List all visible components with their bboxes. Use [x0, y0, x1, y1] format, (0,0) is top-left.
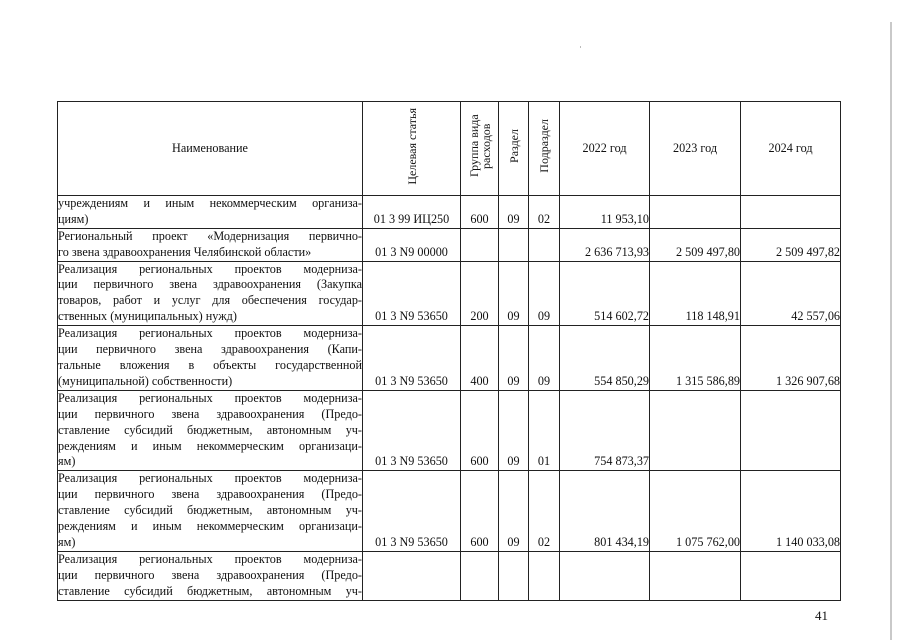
row-value-2024: [741, 390, 841, 471]
row-section: 09: [499, 195, 529, 228]
row-code: 01 3 N9 53650: [363, 326, 461, 391]
row-value-2023: [650, 551, 741, 600]
row-name-line: Реализация региональных проектов модерниза-: [58, 326, 362, 341]
row-name-line: ции первичного звена здравоохранения (Предо-: [58, 567, 362, 582]
page-number: 41: [815, 608, 828, 623]
row-expense-group: [461, 551, 499, 600]
row-section: 09: [499, 326, 529, 391]
row-value-2022: 754 873,37: [560, 390, 650, 471]
row-value-2022: 2 636 713,93: [560, 228, 650, 261]
row-name-line: ции первичного звена здравоохранения (Предо-: [58, 487, 362, 502]
row-value-2024: 1 326 907,68: [741, 326, 841, 391]
table-header-row: [58, 102, 841, 196]
scan-speck: [580, 46, 581, 48]
header-2023: 2023 год: [650, 102, 741, 196]
row-name-line: ставление субсидий бюджетным, автономным уч-: [58, 422, 362, 437]
table-row: [58, 390, 841, 471]
row-value-2024: 2 509 497,82: [741, 228, 841, 261]
header-name: Наименование: [58, 102, 363, 196]
row-name-line: Региональный проект «Модернизация первично-: [58, 228, 362, 243]
row-name-line: ственных (муниципальных) нужд): [58, 309, 237, 324]
row-name-line: Реализация региональных проектов модерниза-: [58, 551, 362, 566]
row-section: [499, 228, 529, 261]
row-name: [58, 390, 363, 471]
table-row: [58, 261, 841, 326]
header-2022: 2022 год: [560, 102, 650, 196]
row-name-line: (муниципальной) собственности): [58, 373, 233, 388]
row-value-2024: 1 140 033,08: [741, 471, 841, 552]
row-name-line: ставление субсидий бюджетным, автономным уч-: [58, 503, 362, 518]
page-edge-shadow: [890, 22, 892, 640]
row-name-line: циям): [58, 211, 89, 226]
row-section: 09: [499, 261, 529, 326]
row-name-line: ции первичного звена здравоохранения (Предо-: [58, 406, 362, 421]
row-subsection: 09: [529, 261, 560, 326]
row-name-line: ции первичного звена здравоохранения (Капи-: [58, 342, 362, 357]
budget-table: [57, 101, 841, 601]
row-subsection: 02: [529, 195, 560, 228]
row-name: [58, 551, 363, 600]
row-name: [58, 471, 363, 552]
header-target-article: Целевая статья: [363, 102, 461, 196]
row-code: 01 3 N9 53650: [363, 261, 461, 326]
row-name-line: ям): [58, 454, 76, 469]
table-row: [58, 228, 841, 261]
row-value-2022: 801 434,19: [560, 471, 650, 552]
table-row: [58, 551, 841, 600]
row-value-2022: 554 850,29: [560, 326, 650, 391]
row-name-line: Реализация региональных проектов модерниза-: [58, 390, 362, 405]
row-name: [58, 195, 363, 228]
row-name-line: Реализация региональных проектов модерниза-: [58, 261, 362, 276]
row-value-2022: [560, 551, 650, 600]
row-value-2023: [650, 195, 741, 228]
row-value-2023: [650, 390, 741, 471]
row-code: 01 3 N9 00000: [363, 228, 461, 261]
row-subsection: 02: [529, 471, 560, 552]
row-name: [58, 326, 363, 391]
row-code: 01 3 N9 53650: [363, 390, 461, 471]
row-expense-group: 200: [461, 261, 499, 326]
row-name-line: го звена здравоохранения Челябинской области»: [58, 244, 312, 259]
row-value-2024: [741, 195, 841, 228]
row-name-line: реждениям и иным некоммерческим организаци-: [58, 438, 362, 453]
row-value-2023: 118 148,91: [650, 261, 741, 326]
row-name-line: ставление субсидий бюджетным, автономным уч-: [58, 583, 362, 598]
table-row: [58, 471, 841, 552]
row-value-2023: 1 075 762,00: [650, 471, 741, 552]
table-row: [58, 195, 841, 228]
header-section: Раздел: [499, 102, 529, 196]
row-value-2024: [741, 551, 841, 600]
row-expense-group: 600: [461, 390, 499, 471]
row-expense-group: 400: [461, 326, 499, 391]
row-subsection: 09: [529, 326, 560, 391]
row-code: [363, 551, 461, 600]
row-subsection: 01: [529, 390, 560, 471]
row-expense-group: 600: [461, 471, 499, 552]
row-expense-group: [461, 228, 499, 261]
row-name-line: Реализация региональных проектов модерниза-: [58, 471, 362, 486]
row-name-line: тальные вложения в объекты государственной: [58, 357, 362, 372]
row-value-2023: 2 509 497,80: [650, 228, 741, 261]
row-subsection: [529, 228, 560, 261]
row-name-line: ям): [58, 534, 76, 549]
row-name-line: товаров, работ и услуг для обеспечения государ-: [58, 293, 362, 308]
row-section: [499, 551, 529, 600]
row-value-2023: 1 315 586,89: [650, 326, 741, 391]
header-subsection: Подраздел: [529, 102, 560, 196]
row-name-line: учреждениям и иным некоммерческим организа-: [58, 195, 362, 210]
row-name-line: ции первичного звена здравоохранения (Закупка: [58, 277, 362, 292]
row-section: 09: [499, 471, 529, 552]
row-subsection: [529, 551, 560, 600]
row-name: [58, 228, 363, 261]
row-value-2024: 42 557,06: [741, 261, 841, 326]
row-code: 01 3 99 ИЦ250: [363, 195, 461, 228]
row-name-line: реждениям и иным некоммерческим организаци-: [58, 519, 362, 534]
table-row: [58, 326, 841, 391]
row-value-2022: 514 602,72: [560, 261, 650, 326]
row-value-2022: 11 953,10: [560, 195, 650, 228]
header-2024: 2024 год: [741, 102, 841, 196]
row-code: 01 3 N9 53650: [363, 471, 461, 552]
row-name: [58, 261, 363, 326]
row-section: 09: [499, 390, 529, 471]
row-expense-group: 600: [461, 195, 499, 228]
header-expense-group: Группа вида расходов: [461, 102, 499, 196]
